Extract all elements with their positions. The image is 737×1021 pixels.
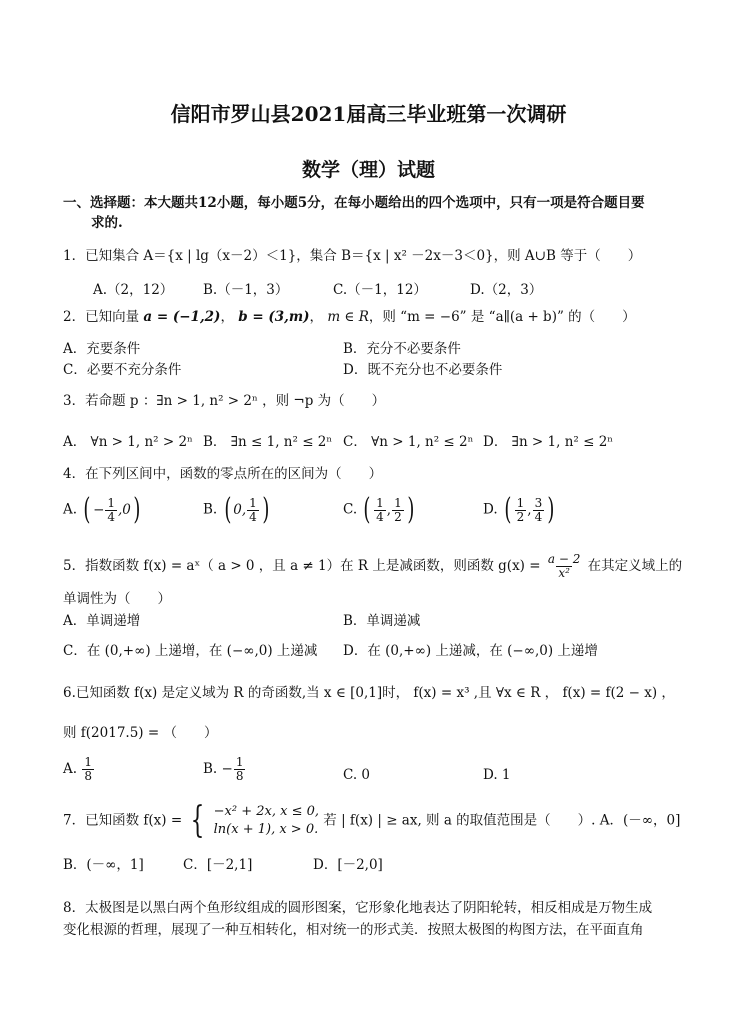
q2-vector-b: b = (3,m)	[238, 309, 310, 325]
q4-b-num: 1	[249, 495, 257, 510]
q6-b-label: B.	[203, 761, 218, 777]
q1-option-a: A.（2，12）	[93, 282, 174, 298]
q2-option-b: B．充分不必要条件	[343, 341, 461, 357]
q6-b-num: 1	[235, 755, 244, 769]
q6-a-label: A.	[63, 761, 78, 777]
q2-m-in-r: m ∈ R	[327, 309, 369, 325]
page-title: 信阳市罗山县2021届高三毕业班第一次调研	[170, 102, 567, 126]
q2-option-c: C．必要不充分条件	[63, 362, 182, 378]
q8-stem-line2: 变化根源的哲理，展现了一种互相转化，相对统一的形式美．按照太极图的构图方法，在平面直角	[63, 922, 644, 938]
q4-b-head: 0,	[233, 502, 247, 518]
q4-option-d: D. ( $\frac{1}{2}$ , $\frac{3}{4}$ )	[483, 492, 555, 527]
q4-d-den2: 4	[534, 509, 543, 524]
q4-d-den1: 2	[516, 509, 525, 524]
q4-b-label: B.	[203, 501, 218, 518]
q6-stem-line2: 则 f(2017.5) = （ ）	[63, 725, 218, 741]
q3-stem: 3．若命题 p ：∃n > 1, n² > 2ⁿ ，则 ¬p 为（ ）	[63, 393, 386, 409]
q2-post: ，则 “m = −6” 是 “a∥(a + b)” 的（ ）	[368, 309, 636, 325]
q5-stem	[63, 553, 682, 580]
q5-option-d: D．在 (0,+∞) 上递减，在 (−∞,0) 上递增	[343, 643, 598, 659]
q7-option-d: D．[－2,0]	[313, 857, 383, 873]
q3-option-c: C． ∀n > 1, n² ≤ 2ⁿ	[343, 434, 474, 450]
q5-stem-b: 在其定义域上的	[587, 558, 683, 574]
q5-option-c: C．在 (0,+∞) 上递增，在 (−∞,0) 上递减	[63, 643, 318, 659]
q4-a-num: 1	[107, 495, 116, 510]
q7-case2: ln(x + 1), x > 0.	[213, 822, 319, 837]
q6-option-c: C. 0	[343, 767, 371, 783]
q3-option-b: B． ∃n ≤ 1, n² ≤ 2ⁿ	[203, 434, 333, 450]
q1-option-c: C.（－1，12）	[333, 282, 427, 298]
q5-option-a: A．单调递增	[63, 613, 141, 629]
q4-b-den: 4	[249, 509, 257, 524]
q7-post: 若 | f(x) | ≥ ax, 则 a 的取值范围是（ ）. A．(－∞，0]	[323, 812, 681, 829]
section-heading: 一、选择题：本大题共12小题，每小题5分，在每小题给出的四个选项中，只有一项是符合题目要	[63, 195, 645, 211]
q4-option-a: A. ( − $\frac{1}{4}$ ,0 )	[63, 492, 141, 527]
q4-option-b: B. ( 0, $\frac{1}{4}$ )	[203, 492, 270, 527]
q6-option-a	[63, 756, 95, 783]
q4-a-sign: −	[93, 502, 105, 518]
q1-option-d: D.（2，3）	[470, 282, 543, 298]
q7-option-b: B．(－∞，1]	[63, 857, 144, 873]
q7-case1: −x² + 2x, x ≤ 0,	[213, 804, 319, 819]
q5-option-b: B．单调递减	[343, 613, 421, 629]
q4-a-den: 4	[107, 509, 116, 524]
q6-b-sign: −	[221, 761, 233, 777]
q4-stem: 4．在下列区间中，函数的零点所在的区间为（ ）	[63, 466, 383, 482]
q7-stem: 7．已知函数 f(x) = { −x² + 2x, x ≤ 0, ln(x + 1), x > 0. 若 | f(x) | ≥ ax, 则 a 的取值范围是（ ）. A．(－∞，0]	[63, 800, 681, 841]
q5-stem-a: 5．指数函数 f(x) = aˣ（ a > 0 ，且 a ≠ 1）在 R 上是减函数，则函数 g(x) =	[63, 558, 541, 574]
q1-option-b: B.（－1，3）	[203, 282, 289, 298]
q3-option-d: D． ∃n > 1, n² ≤ 2ⁿ	[483, 434, 614, 450]
q4-c-label: C.	[343, 501, 358, 518]
q4-d-label: D.	[483, 501, 498, 518]
q3-option-a: A． ∀n > 1, n² > 2ⁿ	[63, 434, 193, 450]
q6-a-num: 1	[84, 755, 92, 769]
q4-c-den2: 2	[394, 509, 402, 524]
q4-c-den1: 4	[376, 509, 384, 524]
q4-c-num1: 1	[376, 495, 384, 510]
q8-stem: 8．太极图是以黑白两个鱼形纹组成的圆形图案，它形象化地表达了阴阳轮转，相反相成是万物生成	[63, 900, 653, 916]
q4-d-num1: 1	[516, 495, 525, 510]
q4-d-num2: 3	[534, 495, 543, 510]
q5-frac-num: a − 2	[547, 552, 581, 566]
q1-stem: 1．已知集合 A＝{x | lg（x－2）＜1}，集合 B＝{x | x² －2x－3＜0}，则 A∪B 等于（ ）	[63, 248, 642, 264]
q6-option-d: D. 1	[483, 767, 511, 783]
q4-a-tail: ,0	[118, 502, 131, 518]
page-subtitle: 数学（理）试题	[301, 159, 435, 181]
q6-stem: 6.已知函数 f(x) 是定义域为 R 的奇函数,当 x ∈ [0,1]时， f(x) = x³ ,且 ∀x ∈ R ， f(x) = f(2 − x) ，	[63, 685, 675, 701]
q2-stem: 2．已知向量 a = (−1,2)， b = (3,m)， m ∈ R，则 “m = −6” 是 “a∥(a + b)” 的（ ）	[63, 309, 636, 325]
q2-pre: 2．已知向量	[63, 309, 140, 325]
q7-pre: 7．已知函数 f(x) =	[63, 812, 183, 829]
q2-vector-a: a = (−1,2)	[143, 309, 221, 325]
q6-b-den: 8	[235, 769, 244, 783]
q4-option-c: C. ( $\frac{1}{4}$ , $\frac{1}{2}$ )	[343, 492, 415, 527]
q5-stem-line2: 单调性为（ ）	[63, 591, 171, 607]
q6-a-den: 8	[84, 769, 92, 783]
q4-a-label: A.	[63, 501, 78, 518]
q4-c-num2: 1	[394, 495, 402, 510]
q5-frac-den: x²	[558, 566, 570, 580]
q7-option-c: C．[－2,1]	[183, 857, 253, 873]
section-heading-line2: 求的.	[91, 215, 123, 231]
q2-option-a: A．充要条件	[63, 341, 141, 357]
q6-option-b	[203, 756, 246, 783]
q2-option-d: D．既不充分也不必要条件	[343, 362, 503, 378]
